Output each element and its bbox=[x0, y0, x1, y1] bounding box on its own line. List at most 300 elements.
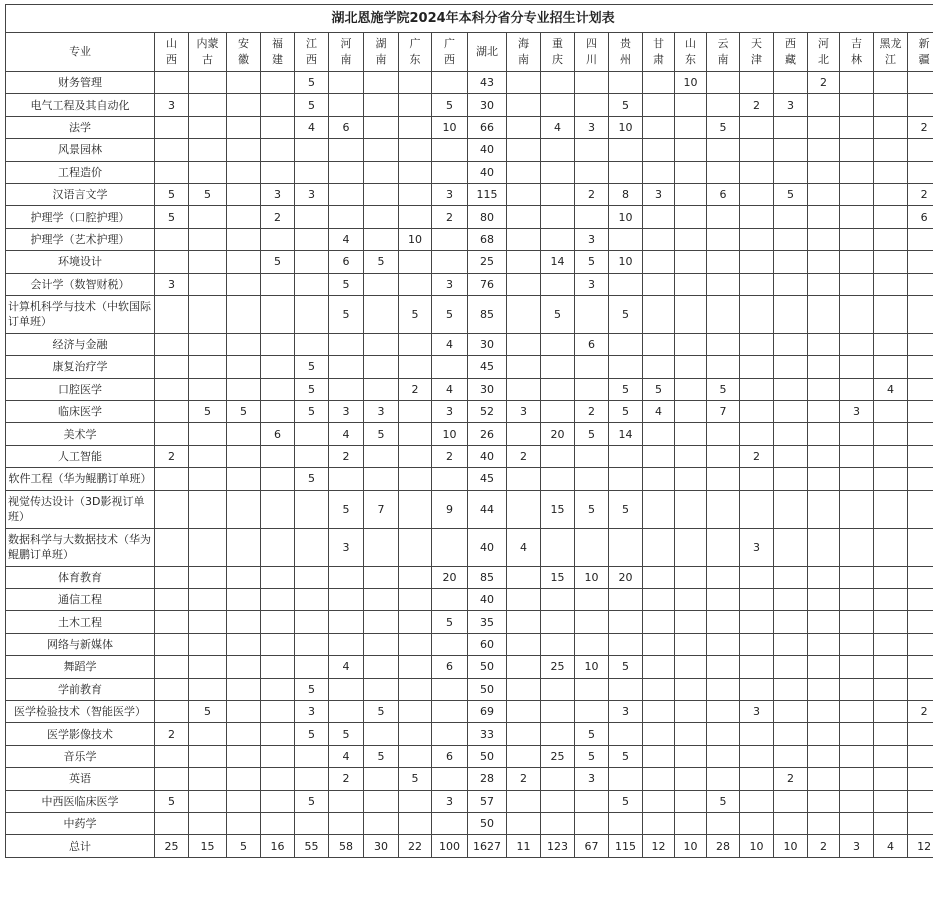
quota-cell bbox=[707, 445, 740, 467]
quota-cell bbox=[874, 295, 908, 333]
quota-cell bbox=[155, 528, 189, 566]
quota-cell bbox=[740, 161, 774, 183]
quota-cell bbox=[808, 700, 840, 722]
quota-cell: 30 bbox=[468, 333, 507, 355]
quota-cell bbox=[774, 356, 808, 378]
quota-cell bbox=[432, 139, 468, 161]
quota-cell bbox=[675, 468, 707, 490]
quota-cell bbox=[740, 566, 774, 588]
quota-cell: 7 bbox=[707, 401, 740, 423]
quota-cell: 5 bbox=[609, 745, 643, 767]
quota-cell bbox=[329, 139, 364, 161]
table-row bbox=[6, 295, 933, 333]
quota-cell: 2 bbox=[808, 72, 840, 94]
quota-cell bbox=[227, 445, 261, 467]
quota-cell: 85 bbox=[468, 295, 507, 333]
quota-cell bbox=[541, 161, 575, 183]
quota-cell bbox=[874, 139, 908, 161]
quota-cell bbox=[908, 295, 933, 333]
quota-cell bbox=[808, 356, 840, 378]
quota-cell bbox=[432, 356, 468, 378]
quota-cell bbox=[774, 745, 808, 767]
quota-cell bbox=[643, 528, 675, 566]
quota-cell bbox=[808, 378, 840, 400]
quota-cell bbox=[541, 72, 575, 94]
quota-cell bbox=[507, 611, 541, 633]
quota-cell bbox=[329, 566, 364, 588]
quota-cell bbox=[840, 528, 874, 566]
quota-cell: 2 bbox=[507, 445, 541, 467]
quota-cell: 4 bbox=[329, 423, 364, 445]
quota-cell bbox=[675, 528, 707, 566]
quota-cell bbox=[908, 401, 933, 423]
quota-cell bbox=[575, 700, 609, 722]
quota-cell bbox=[740, 273, 774, 295]
quota-cell bbox=[808, 812, 840, 834]
major-name-text: 学前教育 bbox=[58, 682, 102, 696]
total-cell: 67 bbox=[575, 835, 609, 858]
quota-cell bbox=[675, 566, 707, 588]
quota-cell bbox=[740, 333, 774, 355]
quota-cell bbox=[575, 633, 609, 655]
quota-cell bbox=[507, 656, 541, 678]
quota-cell bbox=[675, 161, 707, 183]
quota-cell bbox=[541, 723, 575, 745]
quota-cell bbox=[707, 812, 740, 834]
quota-cell bbox=[707, 228, 740, 250]
major-name-text: 风景园林 bbox=[58, 143, 102, 157]
quota-cell: 5 bbox=[399, 295, 432, 333]
quota-cell bbox=[774, 790, 808, 812]
quota-cell bbox=[643, 611, 675, 633]
quota-cell: 3 bbox=[575, 116, 609, 138]
quota-cell bbox=[189, 490, 227, 528]
quota-cell: 44 bbox=[468, 490, 507, 528]
quota-cell bbox=[541, 378, 575, 400]
quota-cell bbox=[874, 633, 908, 655]
quota-cell bbox=[364, 723, 399, 745]
major-name-cell bbox=[6, 468, 155, 490]
quota-cell: 5 bbox=[329, 295, 364, 333]
quota-cell bbox=[541, 228, 575, 250]
quota-cell bbox=[541, 333, 575, 355]
quota-cell bbox=[364, 768, 399, 790]
quota-cell: 9 bbox=[432, 490, 468, 528]
major-name-text: 数据科学与大数据技术（华为鲲鹏订单班） bbox=[8, 533, 151, 562]
province-header: 山 东 bbox=[675, 33, 707, 72]
quota-cell bbox=[840, 295, 874, 333]
quota-cell: 4 bbox=[329, 228, 364, 250]
quota-cell bbox=[908, 812, 933, 834]
province-header: 江 西 bbox=[295, 33, 329, 72]
quota-cell bbox=[874, 611, 908, 633]
quota-cell bbox=[874, 812, 908, 834]
major-name-text: 医学影像技术 bbox=[47, 727, 113, 741]
quota-cell bbox=[908, 72, 933, 94]
table-row bbox=[6, 768, 933, 790]
quota-cell bbox=[808, 183, 840, 205]
quota-cell bbox=[840, 378, 874, 400]
quota-cell bbox=[189, 228, 227, 250]
quota-cell bbox=[675, 333, 707, 355]
quota-cell bbox=[675, 656, 707, 678]
quota-cell bbox=[575, 445, 609, 467]
quota-cell bbox=[227, 378, 261, 400]
quota-cell bbox=[261, 656, 295, 678]
quota-cell bbox=[399, 468, 432, 490]
quota-cell bbox=[609, 812, 643, 834]
quota-cell bbox=[740, 723, 774, 745]
quota-cell bbox=[609, 589, 643, 611]
quota-cell bbox=[227, 566, 261, 588]
quota-cell bbox=[155, 611, 189, 633]
major-name-cell bbox=[6, 611, 155, 633]
quota-cell: 4 bbox=[432, 333, 468, 355]
province-header: 海 南 bbox=[507, 33, 541, 72]
total-cell: 10 bbox=[740, 835, 774, 858]
table-row bbox=[6, 790, 933, 812]
quota-cell bbox=[808, 228, 840, 250]
quota-cell bbox=[840, 356, 874, 378]
quota-cell bbox=[295, 333, 329, 355]
quota-cell bbox=[541, 528, 575, 566]
quota-cell bbox=[643, 423, 675, 445]
quota-cell bbox=[541, 611, 575, 633]
major-name-cell bbox=[6, 139, 155, 161]
quota-cell bbox=[399, 745, 432, 767]
province-header: 甘 肃 bbox=[643, 33, 675, 72]
quota-cell bbox=[740, 116, 774, 138]
quota-cell bbox=[609, 633, 643, 655]
total-cell: 16 bbox=[261, 835, 295, 858]
quota-cell: 20 bbox=[609, 566, 643, 588]
quota-cell bbox=[908, 723, 933, 745]
quota-cell bbox=[399, 183, 432, 205]
quota-cell bbox=[643, 94, 675, 116]
quota-cell bbox=[189, 116, 227, 138]
quota-cell bbox=[707, 423, 740, 445]
major-name-cell bbox=[6, 745, 155, 767]
quota-cell: 2 bbox=[399, 378, 432, 400]
quota-cell bbox=[364, 566, 399, 588]
quota-cell: 50 bbox=[468, 656, 507, 678]
quota-cell bbox=[643, 251, 675, 273]
table-row bbox=[6, 611, 933, 633]
total-cell: 5 bbox=[227, 835, 261, 858]
quota-cell bbox=[541, 589, 575, 611]
quota-cell bbox=[874, 678, 908, 700]
total-cell: 10 bbox=[675, 835, 707, 858]
major-name-text: 口腔医学 bbox=[58, 382, 102, 396]
quota-cell bbox=[227, 206, 261, 228]
quota-cell bbox=[707, 295, 740, 333]
quota-cell: 5 bbox=[364, 700, 399, 722]
quota-cell: 5 bbox=[707, 116, 740, 138]
quota-cell bbox=[189, 139, 227, 161]
quota-cell bbox=[707, 468, 740, 490]
table-row bbox=[6, 378, 933, 400]
quota-cell bbox=[364, 356, 399, 378]
quota-cell bbox=[874, 745, 908, 767]
quota-cell bbox=[774, 611, 808, 633]
quota-cell bbox=[740, 678, 774, 700]
quota-cell: 5 bbox=[575, 723, 609, 745]
quota-cell bbox=[261, 723, 295, 745]
quota-cell: 20 bbox=[541, 423, 575, 445]
quota-cell bbox=[189, 656, 227, 678]
quota-cell bbox=[329, 589, 364, 611]
quota-cell bbox=[227, 273, 261, 295]
quota-cell bbox=[227, 700, 261, 722]
quota-cell: 3 bbox=[432, 790, 468, 812]
quota-cell bbox=[840, 139, 874, 161]
quota-cell bbox=[364, 378, 399, 400]
quota-cell bbox=[189, 94, 227, 116]
quota-cell bbox=[808, 273, 840, 295]
quota-cell: 8 bbox=[609, 183, 643, 205]
quota-cell: 6 bbox=[432, 745, 468, 767]
major-name-cell bbox=[6, 490, 155, 528]
quota-cell: 3 bbox=[575, 228, 609, 250]
quota-cell bbox=[707, 490, 740, 528]
quota-cell: 5 bbox=[432, 611, 468, 633]
quota-cell: 40 bbox=[468, 528, 507, 566]
quota-cell bbox=[432, 812, 468, 834]
quota-cell bbox=[707, 745, 740, 767]
quota-cell: 3 bbox=[261, 183, 295, 205]
quota-cell bbox=[707, 206, 740, 228]
quota-cell bbox=[609, 611, 643, 633]
quota-cell bbox=[643, 228, 675, 250]
quota-cell bbox=[364, 295, 399, 333]
quota-cell bbox=[575, 812, 609, 834]
quota-cell bbox=[808, 468, 840, 490]
quota-cell bbox=[707, 700, 740, 722]
quota-cell bbox=[227, 295, 261, 333]
quota-cell: 50 bbox=[468, 812, 507, 834]
total-cell: 12 bbox=[908, 835, 933, 858]
quota-cell bbox=[707, 72, 740, 94]
quota-cell bbox=[189, 678, 227, 700]
quota-cell bbox=[908, 228, 933, 250]
quota-cell: 4 bbox=[432, 378, 468, 400]
table-row bbox=[6, 251, 933, 273]
quota-cell bbox=[707, 139, 740, 161]
major-name-text: 音乐学 bbox=[63, 749, 97, 763]
major-column-header: 专业 bbox=[6, 33, 155, 72]
quota-cell: 30 bbox=[468, 378, 507, 400]
quota-cell bbox=[329, 611, 364, 633]
quota-cell bbox=[364, 116, 399, 138]
quota-cell bbox=[808, 768, 840, 790]
quota-cell bbox=[399, 445, 432, 467]
major-name-text: 中西医临床医学 bbox=[41, 794, 119, 808]
quota-cell bbox=[774, 566, 808, 588]
quota-cell bbox=[643, 812, 675, 834]
quota-cell bbox=[774, 700, 808, 722]
table-row bbox=[6, 445, 933, 467]
quota-cell bbox=[155, 423, 189, 445]
quota-cell bbox=[643, 723, 675, 745]
quota-cell bbox=[575, 295, 609, 333]
quota-cell: 30 bbox=[468, 94, 507, 116]
quota-cell bbox=[643, 745, 675, 767]
quota-cell bbox=[155, 72, 189, 94]
quota-cell bbox=[329, 468, 364, 490]
quota-cell: 5 bbox=[295, 72, 329, 94]
quota-cell bbox=[609, 445, 643, 467]
quota-cell: 6 bbox=[329, 251, 364, 273]
quota-cell: 3 bbox=[295, 700, 329, 722]
quota-cell bbox=[261, 812, 295, 834]
quota-cell bbox=[908, 745, 933, 767]
quota-cell bbox=[295, 423, 329, 445]
quota-cell bbox=[399, 490, 432, 528]
quota-cell: 40 bbox=[468, 139, 507, 161]
quota-cell bbox=[808, 161, 840, 183]
quota-cell bbox=[707, 273, 740, 295]
quota-cell bbox=[364, 333, 399, 355]
quota-cell: 3 bbox=[575, 768, 609, 790]
table-row bbox=[6, 183, 933, 205]
table-row bbox=[6, 161, 933, 183]
quota-cell: 4 bbox=[874, 378, 908, 400]
quota-cell bbox=[227, 72, 261, 94]
quota-cell bbox=[740, 611, 774, 633]
quota-cell bbox=[261, 161, 295, 183]
quota-cell bbox=[675, 251, 707, 273]
quota-cell bbox=[432, 678, 468, 700]
quota-cell: 5 bbox=[609, 295, 643, 333]
quota-cell bbox=[507, 468, 541, 490]
major-name-cell bbox=[6, 401, 155, 423]
major-name-text: 体育教育 bbox=[58, 570, 102, 584]
quota-cell bbox=[675, 633, 707, 655]
major-name-text: 医学检验技术（智能医学） bbox=[14, 705, 146, 719]
quota-cell bbox=[541, 812, 575, 834]
quota-cell bbox=[740, 356, 774, 378]
quota-cell bbox=[507, 94, 541, 116]
quota-cell bbox=[261, 700, 295, 722]
quota-cell bbox=[774, 116, 808, 138]
quota-cell bbox=[295, 445, 329, 467]
quota-cell bbox=[840, 589, 874, 611]
quota-cell bbox=[707, 566, 740, 588]
quota-cell bbox=[774, 490, 808, 528]
table-row bbox=[6, 401, 933, 423]
quota-cell: 25 bbox=[468, 251, 507, 273]
total-cell: 115 bbox=[609, 835, 643, 858]
quota-cell bbox=[874, 566, 908, 588]
quota-cell bbox=[155, 401, 189, 423]
quota-cell bbox=[874, 790, 908, 812]
quota-cell: 5 bbox=[364, 423, 399, 445]
quota-cell bbox=[364, 139, 399, 161]
major-name-text: 中药学 bbox=[63, 817, 97, 831]
quota-cell bbox=[261, 356, 295, 378]
quota-cell bbox=[227, 161, 261, 183]
quota-cell bbox=[329, 633, 364, 655]
quota-cell bbox=[364, 161, 399, 183]
quota-cell bbox=[155, 228, 189, 250]
major-name-cell bbox=[6, 589, 155, 611]
quota-cell bbox=[261, 589, 295, 611]
quota-cell bbox=[189, 333, 227, 355]
quota-cell bbox=[189, 378, 227, 400]
major-name-text: 美术学 bbox=[63, 427, 97, 441]
quota-cell bbox=[261, 468, 295, 490]
totals-label: 总计 bbox=[6, 835, 155, 858]
quota-cell: 3 bbox=[432, 183, 468, 205]
quota-cell bbox=[261, 378, 295, 400]
quota-cell bbox=[189, 445, 227, 467]
quota-cell bbox=[432, 251, 468, 273]
quota-cell bbox=[507, 566, 541, 588]
quota-cell bbox=[507, 295, 541, 333]
quota-cell bbox=[432, 528, 468, 566]
quota-cell bbox=[364, 273, 399, 295]
quota-cell bbox=[155, 700, 189, 722]
quota-cell bbox=[227, 656, 261, 678]
quota-cell bbox=[740, 790, 774, 812]
quota-cell bbox=[740, 228, 774, 250]
province-header: 河 南 bbox=[329, 33, 364, 72]
table-row bbox=[6, 139, 933, 161]
quota-cell bbox=[189, 356, 227, 378]
quota-cell bbox=[643, 356, 675, 378]
quota-cell bbox=[609, 228, 643, 250]
total-cell: 58 bbox=[329, 835, 364, 858]
quota-cell bbox=[874, 161, 908, 183]
quota-cell bbox=[908, 378, 933, 400]
quota-cell: 5 bbox=[295, 468, 329, 490]
quota-cell bbox=[840, 445, 874, 467]
quota-cell bbox=[908, 528, 933, 566]
quota-cell bbox=[399, 251, 432, 273]
quota-cell bbox=[874, 333, 908, 355]
major-name-text: 软件工程（华为鲲鹏订单班） bbox=[8, 472, 152, 486]
quota-cell: 60 bbox=[468, 633, 507, 655]
quota-cell bbox=[295, 490, 329, 528]
quota-cell bbox=[774, 228, 808, 250]
quota-cell bbox=[295, 161, 329, 183]
quota-cell bbox=[507, 812, 541, 834]
quota-cell bbox=[227, 333, 261, 355]
quota-cell bbox=[908, 251, 933, 273]
quota-cell bbox=[643, 656, 675, 678]
quota-cell bbox=[808, 790, 840, 812]
major-name-text: 视觉传达设计（3D影视订单班） bbox=[8, 495, 145, 524]
quota-cell bbox=[189, 295, 227, 333]
major-name-cell bbox=[6, 768, 155, 790]
quota-cell bbox=[575, 528, 609, 566]
quota-cell bbox=[707, 356, 740, 378]
table-row bbox=[6, 656, 933, 678]
quota-cell bbox=[774, 72, 808, 94]
quota-cell bbox=[155, 768, 189, 790]
quota-cell bbox=[261, 566, 295, 588]
quota-cell bbox=[432, 72, 468, 94]
province-header: 安 徽 bbox=[227, 33, 261, 72]
quota-cell bbox=[507, 206, 541, 228]
quota-cell: 10 bbox=[609, 116, 643, 138]
quota-cell bbox=[874, 445, 908, 467]
quota-cell: 76 bbox=[468, 273, 507, 295]
quota-cell bbox=[364, 228, 399, 250]
quota-cell bbox=[840, 116, 874, 138]
quota-cell bbox=[908, 356, 933, 378]
quota-cell bbox=[295, 745, 329, 767]
